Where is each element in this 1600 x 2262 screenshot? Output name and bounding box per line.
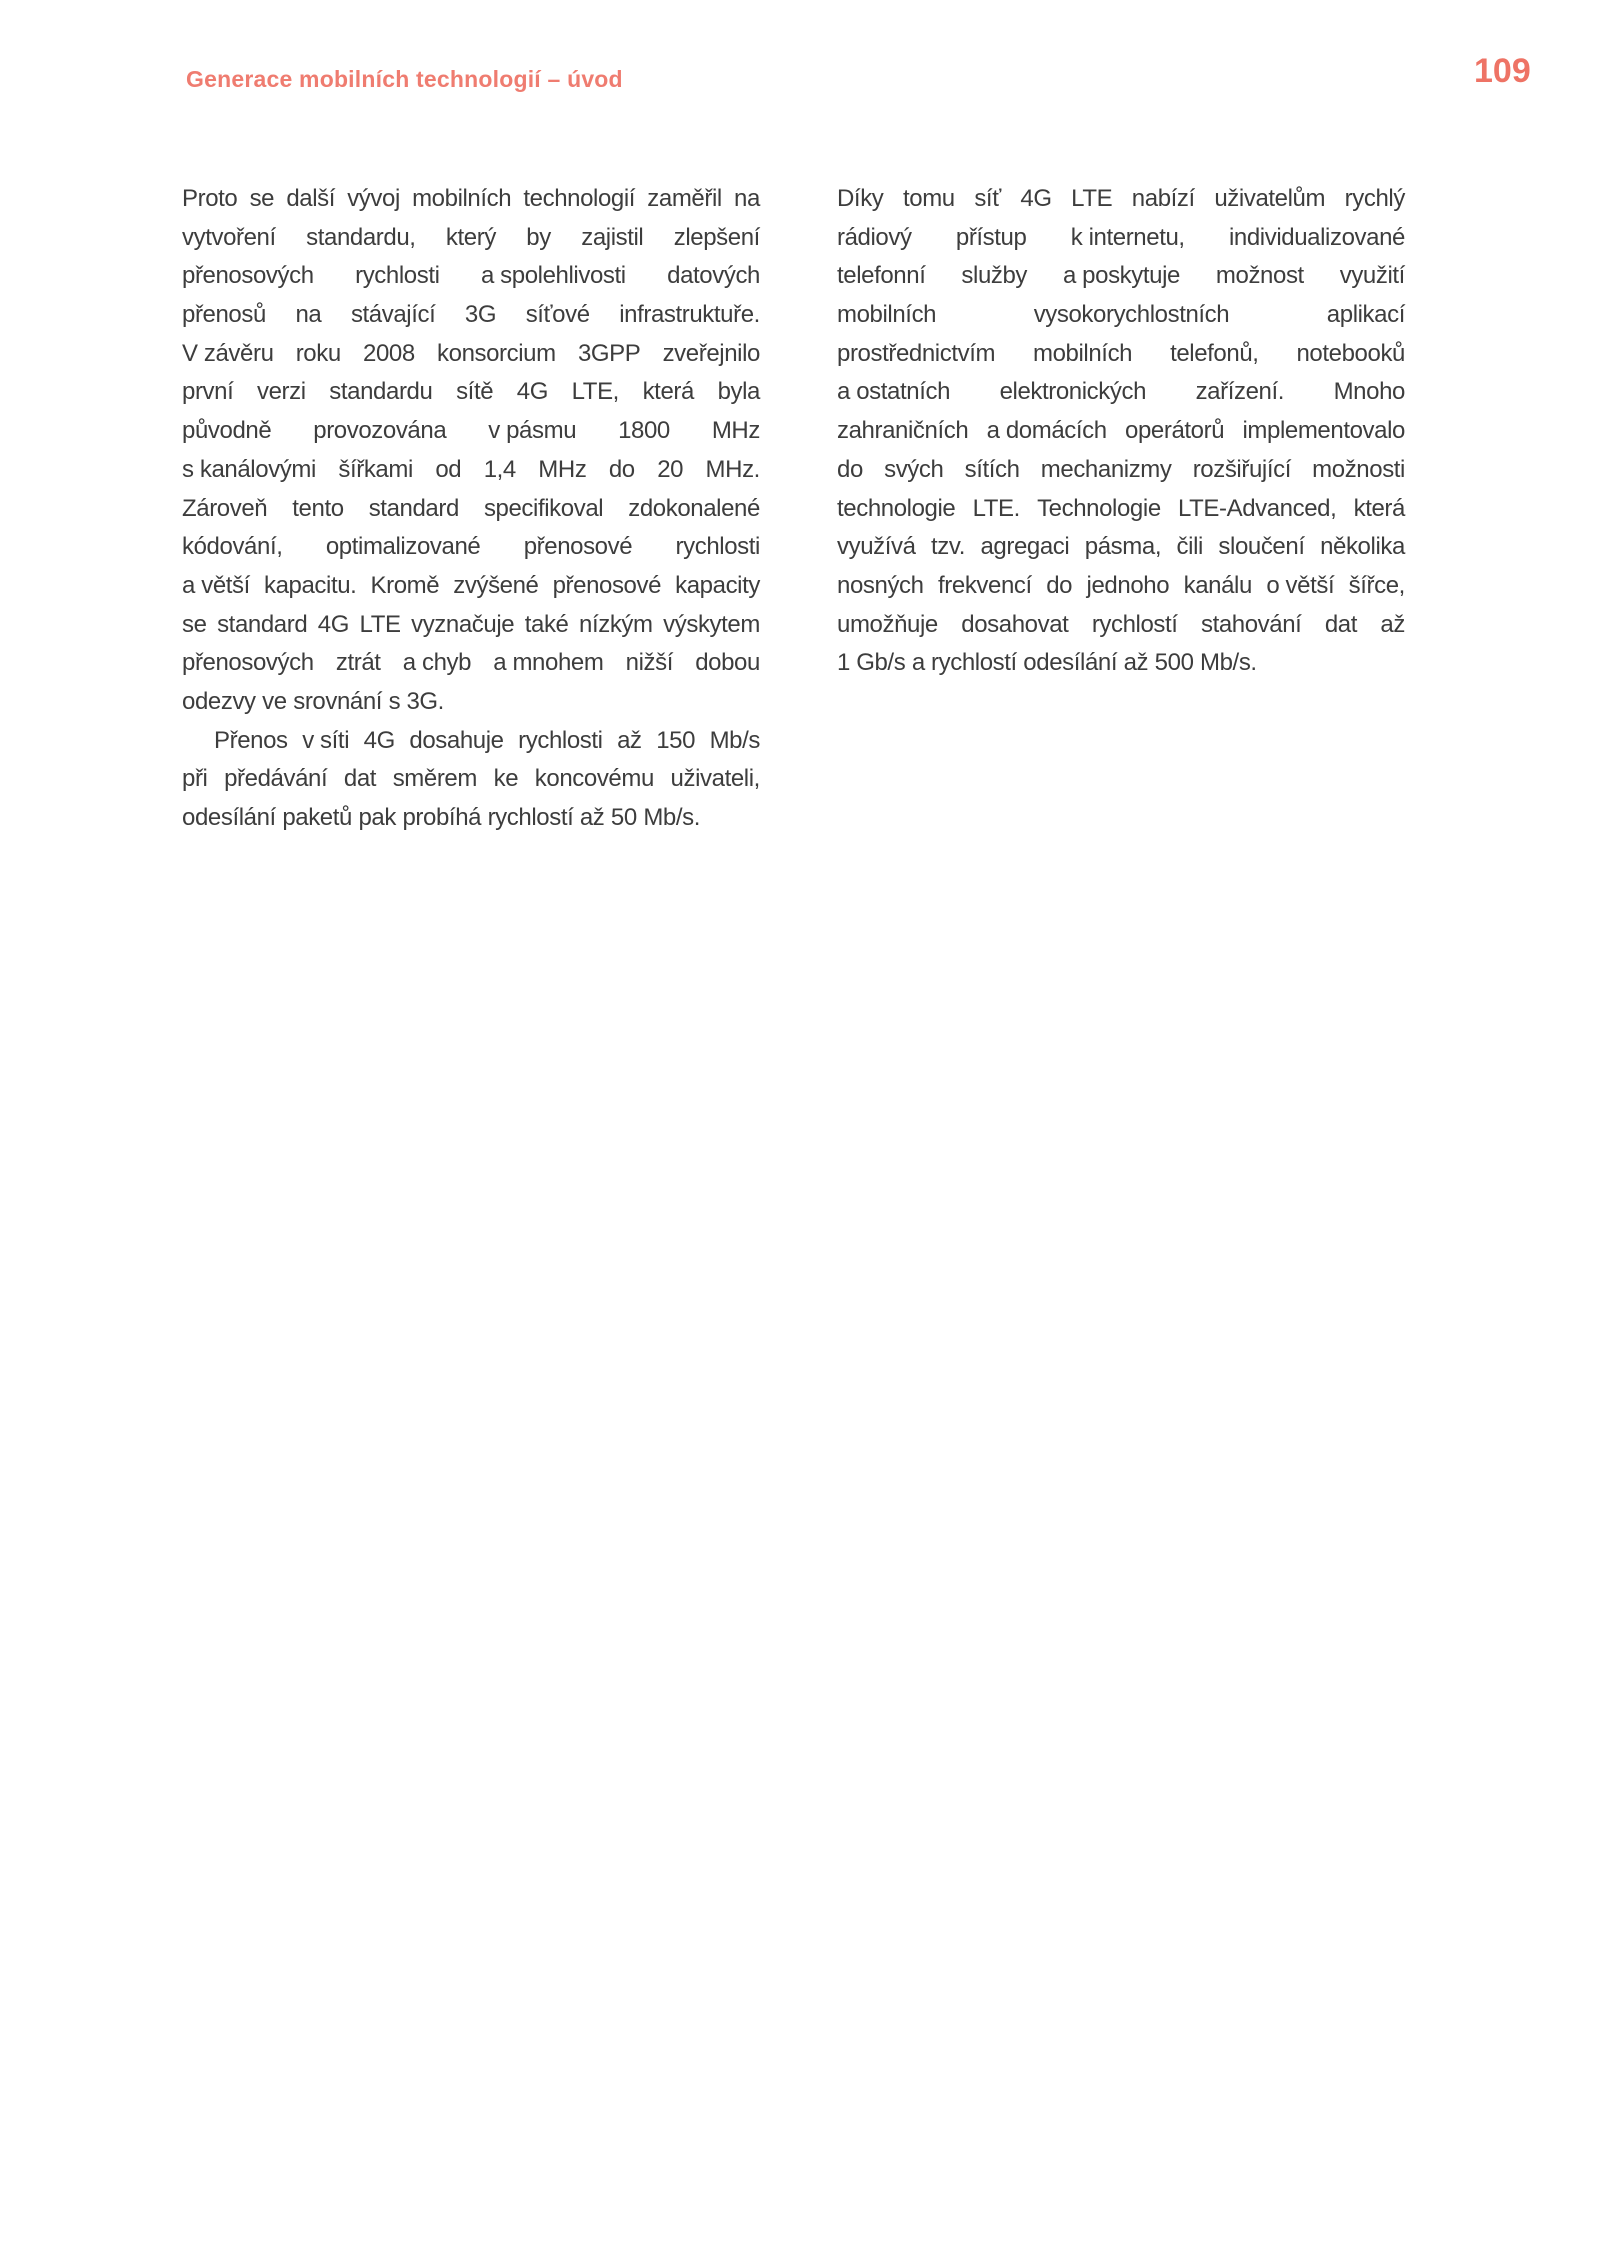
- word-group: rychlosti: [675, 533, 760, 561]
- text-line: [182, 528, 760, 567]
- word-group: kódování,: [182, 533, 283, 561]
- text-line: [837, 567, 1405, 606]
- word-group: vývoj: [347, 185, 400, 212]
- text-line: [182, 373, 760, 412]
- word-group: rychlostí: [487, 804, 574, 831]
- word-group: implementovalo: [1242, 417, 1405, 445]
- word-group: rádiový: [837, 223, 912, 251]
- word-group: notebooků: [1296, 339, 1405, 367]
- word-group: zahraničních: [837, 417, 969, 445]
- text-line: [182, 683, 760, 722]
- word-group: od: [435, 455, 462, 483]
- word-group: nabízí: [1131, 185, 1195, 212]
- word-group: roku: [295, 339, 341, 367]
- text-line: [182, 412, 760, 451]
- word-group: Kromě: [370, 571, 440, 599]
- word-group: 4G: [317, 610, 350, 638]
- word-group: paketů: [282, 804, 352, 831]
- word-group: s 3G.: [388, 687, 444, 715]
- word-group: zlepšení: [673, 223, 760, 251]
- word-group: a chyb: [402, 649, 472, 677]
- word-group: využívá: [837, 533, 916, 561]
- text-line: [182, 219, 760, 258]
- word-group: tento: [292, 494, 344, 522]
- word-group: 1,4: [483, 455, 516, 483]
- word-group: kanálu: [1183, 571, 1252, 599]
- word-group: by: [526, 223, 551, 251]
- word-group: 4G: [516, 378, 549, 406]
- word-group: přístup: [955, 223, 1027, 251]
- word-group: probíhá: [402, 804, 482, 831]
- word-group: 2008: [363, 339, 415, 367]
- text-line: [837, 606, 1405, 645]
- word-group: vytvoření: [182, 223, 276, 251]
- text-line: [182, 722, 760, 761]
- word-group: svých: [884, 455, 944, 483]
- word-group: vyznačuje: [411, 610, 515, 638]
- word-group: verzi: [256, 378, 306, 406]
- word-group: mobilních: [1033, 339, 1133, 367]
- word-group: 500: [1154, 649, 1194, 677]
- text-line: [837, 335, 1405, 374]
- word-group: Mb/s.: [1200, 649, 1257, 677]
- word-group: telefonní: [837, 262, 926, 290]
- word-group: umožňuje: [837, 610, 938, 638]
- text-line: [837, 373, 1405, 412]
- text-line: [837, 412, 1405, 451]
- word-group: a mnohem: [493, 649, 604, 677]
- word-group: až: [617, 726, 642, 754]
- word-group: a domácích: [986, 417, 1107, 445]
- text-line: [182, 644, 760, 683]
- word-group: ke: [493, 765, 519, 793]
- word-group: v síti: [302, 726, 350, 754]
- text-line: [182, 799, 760, 838]
- word-group: do: [608, 455, 635, 483]
- text-line: [837, 257, 1405, 296]
- word-group: předávání: [224, 765, 328, 793]
- word-group: LTE.: [972, 494, 1020, 522]
- text-line: [182, 257, 760, 296]
- word-group: datových: [667, 262, 760, 290]
- word-group: přenosové: [523, 533, 633, 561]
- word-group: odezvy: [182, 687, 256, 715]
- word-group: dat: [343, 765, 377, 793]
- word-group: 1800: [618, 417, 670, 445]
- word-group: agregaci: [980, 533, 1070, 561]
- word-group: také: [524, 610, 569, 638]
- word-group: využití: [1339, 262, 1405, 290]
- word-group: rychlostí: [1091, 610, 1178, 638]
- word-group: mobilních: [412, 185, 512, 212]
- word-group: dosahuje: [409, 726, 504, 754]
- text-line: [837, 490, 1405, 529]
- word-group: stávající: [350, 301, 436, 329]
- word-group: do: [1046, 571, 1073, 599]
- word-group: sítě: [456, 378, 494, 406]
- word-group: provozována: [313, 417, 447, 445]
- word-group: individualizované: [1228, 223, 1405, 251]
- word-group: který: [445, 223, 496, 251]
- word-group: prostřednictvím: [837, 339, 996, 367]
- word-group: LTE,: [571, 378, 619, 406]
- word-group: původně: [182, 417, 272, 445]
- word-group: zaměřil: [647, 185, 722, 212]
- word-group: která: [642, 378, 694, 406]
- word-group: rozšiřující: [1192, 455, 1291, 483]
- word-group: koncovému: [534, 765, 654, 793]
- word-group: technologií: [523, 185, 636, 212]
- word-group: dosahovat: [961, 610, 1069, 638]
- word-group: se: [249, 185, 275, 212]
- word-group: na: [295, 301, 322, 329]
- word-group: Proto: [182, 185, 238, 212]
- word-group: rychlosti: [518, 726, 603, 754]
- word-group: LTE: [1071, 185, 1113, 212]
- word-group: infrastruktuře.: [619, 301, 760, 329]
- word-group: MHz.: [705, 455, 760, 483]
- word-group: LTE: [359, 610, 401, 638]
- word-group: ztrát: [335, 649, 381, 677]
- word-group: v pásmu: [488, 417, 577, 445]
- word-group: zdokonalené: [628, 494, 760, 522]
- word-group: nízkým: [579, 610, 653, 638]
- word-group: konsorcium: [437, 339, 556, 367]
- word-group: při: [182, 765, 208, 793]
- word-group: se: [182, 610, 207, 638]
- text-line: [182, 567, 760, 606]
- text-line: [182, 490, 760, 529]
- word-group: zvýšené: [453, 571, 539, 599]
- text-line: [837, 528, 1405, 567]
- word-group: výskytem: [663, 610, 760, 638]
- word-group: pásma,: [1084, 533, 1162, 561]
- text-line: [837, 644, 1405, 683]
- word-group: srovnání: [293, 687, 383, 715]
- word-group: odesílání: [182, 804, 276, 831]
- word-group: jednoho: [1086, 571, 1170, 599]
- word-group: šířce,: [1348, 571, 1405, 599]
- word-group: 20: [657, 455, 684, 483]
- word-group: Díky: [837, 185, 884, 212]
- word-group: až: [579, 804, 605, 831]
- word-group: přenosových: [182, 262, 314, 290]
- word-group: přenosové: [552, 571, 662, 599]
- word-group: 1 Gb/s: [837, 649, 906, 677]
- word-group: operátorů: [1125, 417, 1225, 445]
- word-group: první: [182, 378, 234, 406]
- word-group: ve: [262, 687, 287, 715]
- word-group: o větší: [1266, 571, 1335, 599]
- text-line: [182, 451, 760, 490]
- word-group: 4G: [363, 726, 395, 754]
- text-line: [837, 180, 1405, 219]
- word-group: šířkami: [338, 455, 413, 483]
- word-group: přenosových: [182, 649, 314, 677]
- word-group: standardu: [329, 378, 433, 406]
- word-group: Mb/s: [709, 726, 760, 754]
- word-group: standardu,: [306, 223, 416, 251]
- word-group: mechanizmy: [1040, 455, 1172, 483]
- word-group: čili: [1176, 533, 1203, 561]
- word-group: elektronických: [999, 378, 1147, 406]
- word-group: na: [734, 185, 760, 212]
- word-group: optimalizované: [325, 533, 481, 561]
- word-group: Technologie: [1037, 494, 1161, 522]
- word-group: odesílání: [1023, 649, 1118, 677]
- word-group: mobilních: [837, 301, 937, 329]
- word-group: kapacity: [675, 571, 760, 599]
- word-group: a spolehlivosti: [480, 262, 626, 290]
- word-group: vysokorychlostních: [1033, 301, 1230, 329]
- word-group: dobou: [695, 649, 760, 677]
- word-group: rychlosti: [355, 262, 440, 290]
- word-group: V závěru: [182, 339, 274, 367]
- word-group: zveřejnilo: [662, 339, 760, 367]
- text-line: [182, 296, 760, 335]
- word-group: až: [1380, 610, 1405, 638]
- word-group: možnost: [1215, 262, 1304, 290]
- word-group: zajistil: [581, 223, 644, 251]
- word-group: přenosů: [182, 301, 266, 329]
- page-number: 109: [1474, 52, 1531, 90]
- text-line: [837, 219, 1405, 258]
- text-line: [182, 180, 760, 219]
- word-group: až: [1123, 649, 1149, 677]
- word-group: nosných: [837, 571, 924, 599]
- word-group: směrem: [392, 765, 477, 793]
- text-line: [837, 296, 1405, 335]
- text-line: [182, 760, 760, 799]
- word-group: uživatelům: [1214, 185, 1326, 212]
- word-group: kapacitu.: [263, 571, 357, 599]
- word-group: frekvencí: [938, 571, 1032, 599]
- word-group: standard: [217, 610, 308, 638]
- word-group: která: [1353, 494, 1405, 522]
- word-group: zařízení.: [1195, 378, 1285, 406]
- text-line: [837, 451, 1405, 490]
- word-group: s kanálovými: [182, 455, 316, 483]
- page-header-title: Generace mobilních technologií – úvod: [186, 66, 623, 92]
- word-group: MHz: [538, 455, 587, 483]
- word-group: Zároveň: [182, 494, 268, 522]
- word-group: telefonů,: [1170, 339, 1259, 367]
- word-group: Mb/s.: [643, 804, 701, 831]
- word-group: sítích: [964, 455, 1020, 483]
- word-group: technologie: [837, 494, 956, 522]
- word-group: aplikací: [1326, 301, 1405, 329]
- word-group: rychlý: [1344, 185, 1405, 212]
- word-group: tzv.: [931, 533, 965, 561]
- word-group: síťové: [525, 301, 590, 329]
- word-group: nižší: [625, 649, 673, 677]
- word-group: a poskytuje: [1062, 262, 1180, 290]
- word-group: další: [286, 185, 336, 212]
- word-group: Mnoho: [1333, 378, 1405, 406]
- word-group: LTE-Advanced,: [1177, 494, 1337, 522]
- word-group: specifikoval: [483, 494, 604, 522]
- word-group: 3GPP: [577, 339, 641, 367]
- word-group: uživateli,: [670, 765, 760, 793]
- word-group: sloučení: [1218, 533, 1305, 561]
- word-group: stahování: [1200, 610, 1302, 638]
- word-group: a větší: [182, 571, 250, 599]
- word-group: 4G: [1020, 185, 1052, 212]
- word-group: pak: [358, 804, 396, 831]
- word-group: 150: [656, 726, 696, 754]
- word-group: Přenos: [214, 726, 288, 754]
- word-group: síť: [974, 185, 1001, 212]
- word-group: standard: [368, 494, 459, 522]
- text-line: [182, 335, 760, 374]
- word-group: do: [837, 455, 863, 483]
- word-group: byla: [717, 378, 760, 406]
- word-group: k internetu,: [1070, 223, 1185, 251]
- text-column-right: [837, 180, 1405, 683]
- word-group: dat: [1324, 610, 1358, 638]
- word-group: služby: [961, 262, 1028, 290]
- word-group: a rychlostí: [911, 649, 1017, 677]
- word-group: 50: [610, 804, 637, 831]
- word-group: tomu: [902, 185, 955, 212]
- word-group: několika: [1320, 533, 1405, 561]
- word-group: a ostatních: [837, 378, 951, 406]
- word-group: 3G: [464, 301, 497, 329]
- word-group: možnosti: [1312, 455, 1405, 483]
- word-group: MHz: [711, 417, 760, 445]
- text-column-left: [182, 180, 760, 838]
- text-line: [182, 606, 760, 645]
